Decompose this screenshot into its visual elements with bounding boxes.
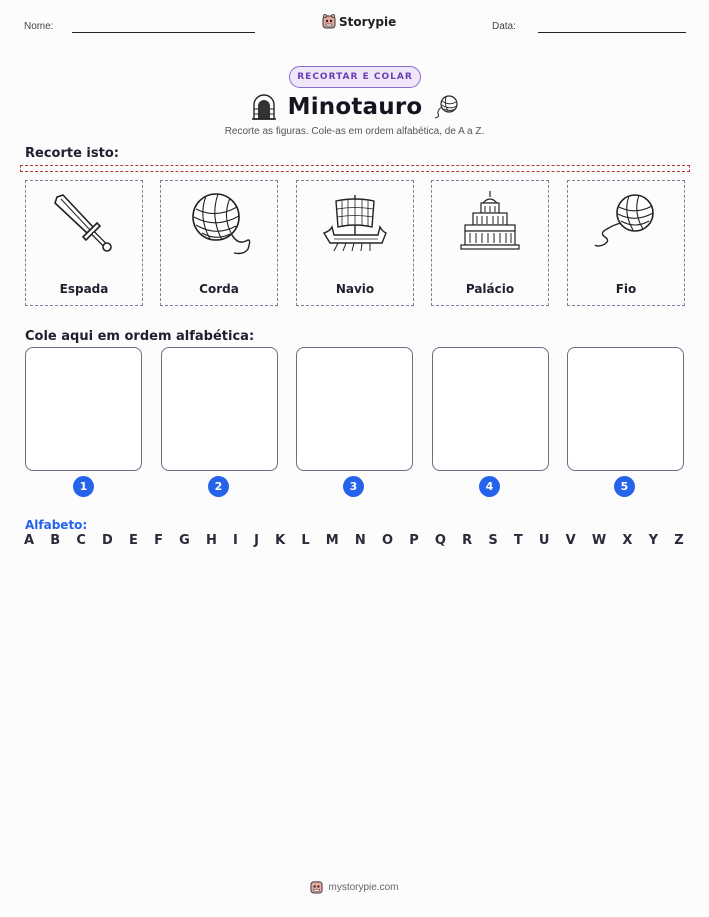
- paste-box-5[interactable]: [567, 347, 684, 471]
- yarn-ball-icon: [184, 189, 254, 259]
- paste-section-heading: Cole aqui em ordem alfabética:: [25, 329, 255, 344]
- alphabet-letter: I: [233, 533, 238, 548]
- alphabet-letter: D: [102, 533, 113, 548]
- alphabet-letter: R: [462, 533, 473, 548]
- cut-card-label: Espada: [59, 282, 109, 296]
- alphabet-letter: V: [565, 533, 576, 548]
- alphabet-row: [24, 533, 684, 548]
- cut-card-label: Fio: [615, 282, 637, 296]
- palace-icon: [455, 189, 525, 259]
- cut-card-label: Corda: [199, 282, 239, 296]
- alphabet-letter: K: [275, 533, 286, 548]
- logo-text: Storypie: [339, 14, 397, 29]
- date-label: Data:: [492, 21, 516, 32]
- alphabet-letter: C: [76, 533, 86, 548]
- sword-icon: [49, 189, 119, 259]
- alphabet-letter: O: [381, 533, 394, 548]
- alphabet-letter: X: [622, 533, 633, 548]
- footer: [0, 880, 709, 894]
- cut-card-label: Palácio: [465, 282, 515, 296]
- alphabet-letter: W: [591, 533, 607, 548]
- storypie-logo: [322, 14, 396, 29]
- title-row: [250, 90, 460, 124]
- number-badge-4: 4: [479, 476, 500, 497]
- page-title: Minotauro: [287, 94, 423, 120]
- storypie-mascot-icon: [322, 14, 336, 29]
- storypie-mascot-icon: [310, 880, 323, 894]
- cut-line: [20, 165, 690, 172]
- thread-ball-icon: [591, 189, 661, 259]
- alphabet-letter: B: [50, 533, 61, 548]
- cut-card-palacio[interactable]: [431, 180, 549, 306]
- alphabet-letter: H: [205, 533, 217, 548]
- paste-box-3[interactable]: [296, 347, 413, 471]
- alphabet-letter: E: [129, 533, 138, 548]
- alphabet-letter: P: [409, 533, 419, 548]
- paste-box-1[interactable]: [25, 347, 142, 471]
- number-badge-2: 2: [208, 476, 229, 497]
- alphabet-letter: G: [179, 533, 190, 548]
- date-line[interactable]: [538, 32, 686, 33]
- alphabet-letter: Z: [674, 533, 684, 548]
- number-badge-1: 1: [73, 476, 94, 497]
- alphabet-letter: N: [354, 533, 366, 548]
- alphabet-letter: J: [254, 533, 259, 548]
- cut-card-corda[interactable]: [160, 180, 278, 306]
- cut-card-label: Navio: [335, 282, 375, 296]
- name-line[interactable]: [72, 32, 255, 33]
- number-badge-3: 3: [343, 476, 364, 497]
- alphabet-letter: U: [538, 533, 550, 548]
- alphabet-letter: S: [488, 533, 498, 548]
- labyrinth-gate-icon: [250, 93, 278, 121]
- name-label: Nome:: [24, 21, 54, 32]
- footer-url[interactable]: mystorypie.com: [328, 881, 399, 893]
- alphabet-letter: F: [154, 533, 163, 548]
- alphabet-letter: Y: [648, 533, 659, 548]
- alphabet-label: Alfabeto:: [25, 518, 88, 532]
- activity-badge: RECORTAR E COLAR: [289, 66, 421, 88]
- alphabet-letter: M: [325, 533, 339, 548]
- cut-card-espada[interactable]: [25, 180, 143, 306]
- alphabet-letter: Q: [434, 533, 446, 548]
- alphabet-letter: L: [301, 533, 310, 548]
- cut-card-navio[interactable]: [296, 180, 414, 306]
- ship-icon: [320, 189, 390, 259]
- number-badge-5: 5: [614, 476, 635, 497]
- yarn-ball-icon: [432, 94, 460, 120]
- alphabet-letter: A: [24, 533, 35, 548]
- paste-box-4[interactable]: [432, 347, 549, 471]
- alphabet-letter: T: [513, 533, 523, 548]
- cut-section-heading: Recorte isto:: [25, 146, 119, 161]
- paste-box-2[interactable]: [161, 347, 278, 471]
- cut-card-fio[interactable]: [567, 180, 685, 306]
- instructions: Recorte as figuras. Cole-as em ordem alfabética, de A a Z.: [224, 126, 485, 137]
